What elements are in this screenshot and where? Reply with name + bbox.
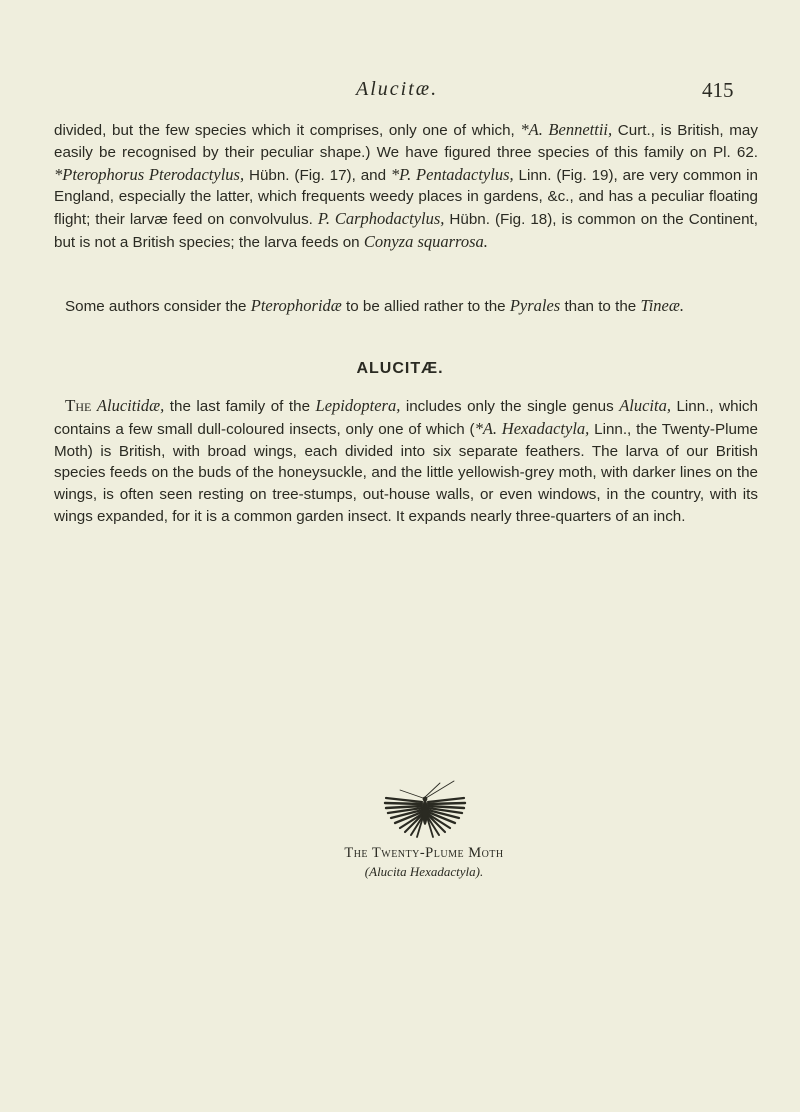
family-name: Pterophoridæ bbox=[250, 296, 342, 315]
family-name: Tineæ. bbox=[640, 296, 684, 315]
species-name: *P. Pentadactylus, bbox=[390, 164, 514, 184]
family-name: Alucitidæ, bbox=[96, 396, 165, 415]
running-title: Alucitæ. bbox=[356, 78, 439, 100]
species-name: *A. Bennettii, bbox=[520, 120, 613, 139]
text-run: to be allied rather to the bbox=[341, 298, 510, 315]
species-name: *Pterophorus Pterodactylus, bbox=[54, 164, 245, 184]
page-number: 415 bbox=[702, 78, 734, 102]
order-name: Lepidoptera, bbox=[315, 396, 401, 415]
paragraph-alucitidae bbox=[54, 395, 758, 528]
text-run: Linn., the Twenty-Plume Moth) is British, with broad wings, each divided into six separate feathers. The larva of our British species feeds on the buds of the honeysuckle, and the little yellowish-grey moth, with darker lines on the wings, is often seen resting on tree-stumps, out-house walls, or even windows, in the country, with its wings expanded, for it is a common garden insect. It expands nearly three-quarters of an inch. bbox=[54, 420, 758, 525]
paragraph-affinities bbox=[54, 295, 758, 318]
species-name: Conyza squarrosa. bbox=[363, 231, 488, 251]
lead-word: The bbox=[65, 396, 92, 415]
text-run: Hübn. (Fig. 18), is common on the Continent, but is not a British species; the larva feeds on bbox=[54, 211, 758, 251]
text-run: Linn., which contains a few small dull-coloured insects, only one of which ( bbox=[54, 398, 758, 438]
figure-caption-species: (Alucita Hexadactyla). bbox=[364, 864, 484, 879]
text-run: Curt., is British, may easily be recognised by their peculiar shape.) We have figured three species of this family on Pl. 62. bbox=[54, 122, 758, 161]
section-heading: ALUCITÆ. bbox=[356, 360, 444, 377]
text-run: than to the bbox=[560, 298, 641, 315]
text-run: Linn. (Fig. 19), are very common in England, especially the latter, which frequents weedy places in gardens, &c., and has a peculiar floating flight; their larvæ feed on convolvulus. bbox=[54, 166, 758, 229]
species-name: P. Carphodactylus, bbox=[317, 209, 445, 229]
genus-name: Alucita, bbox=[619, 396, 671, 415]
species-name: *A. Hexadactyla, bbox=[474, 418, 590, 438]
text-run: Hübn. (Fig. 17), and bbox=[244, 166, 391, 184]
figure-caption-title: The Twenty-Plume Moth bbox=[344, 845, 504, 861]
text-run: divided, but the few species which it comprises, only one of which, bbox=[54, 122, 521, 139]
twenty-plume-moth-icon bbox=[380, 778, 470, 840]
family-name: Pyrales bbox=[509, 296, 561, 315]
text-run: includes only the single genus bbox=[400, 398, 620, 415]
paragraph-pterophoridae bbox=[54, 119, 758, 254]
text-run: the last family of the bbox=[164, 398, 316, 415]
text-run: Some authors consider the bbox=[65, 298, 251, 315]
